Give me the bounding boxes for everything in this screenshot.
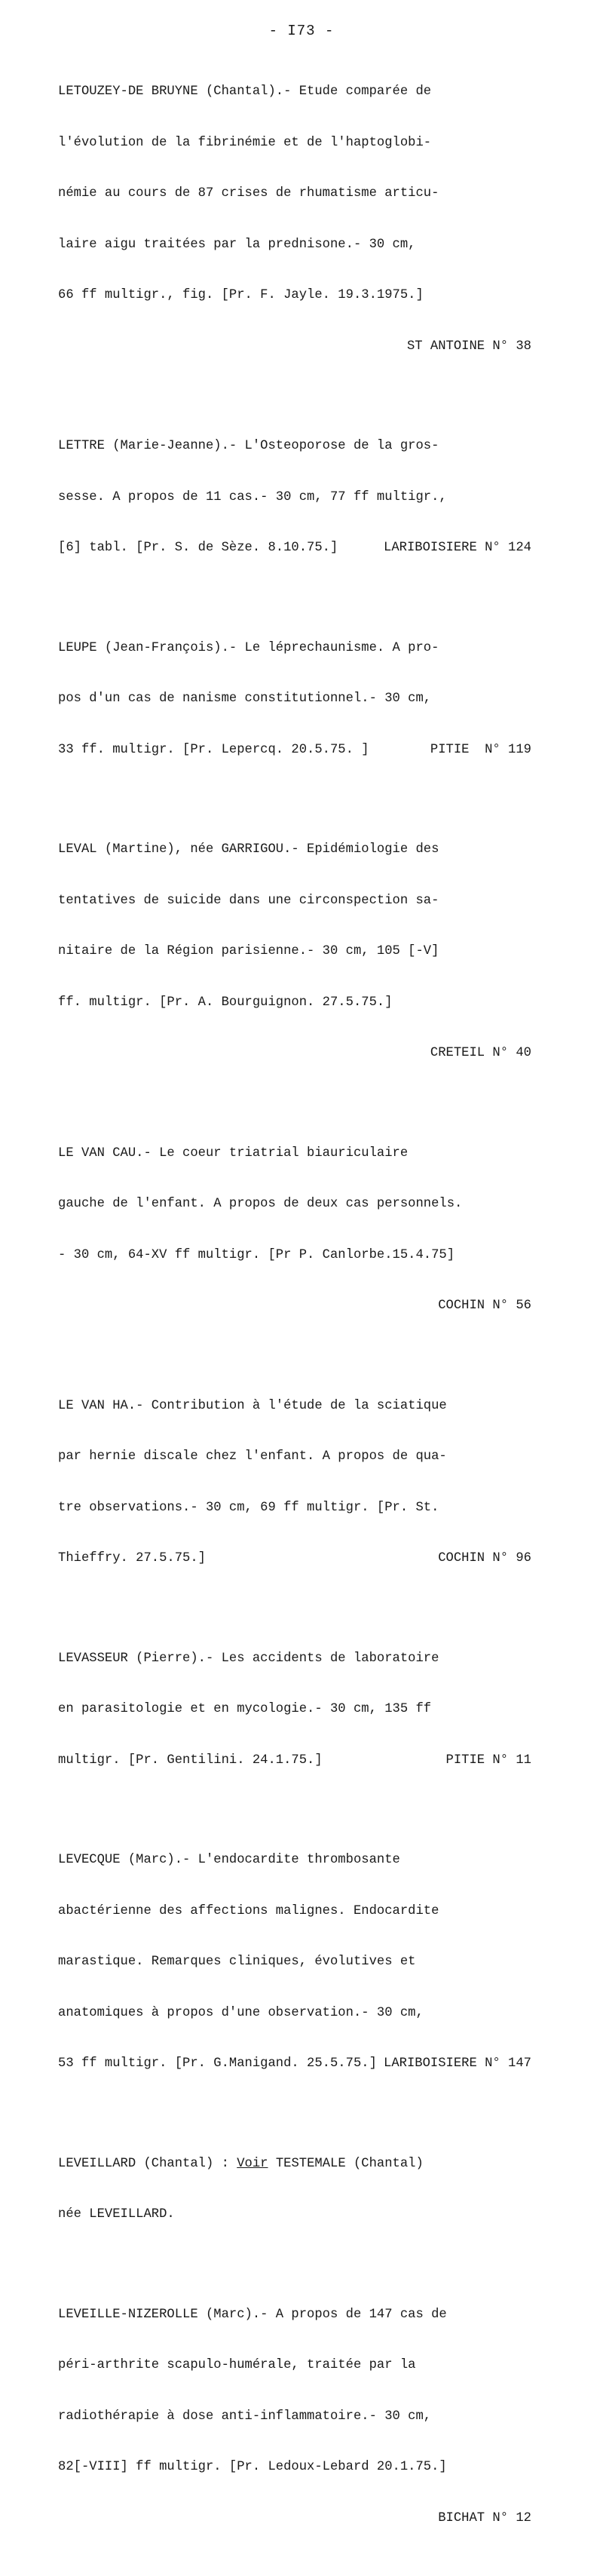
entry-text-line: née LEVEILLARD. (58, 2207, 175, 2222)
hospital-reference: PITIE N° 11 (445, 1753, 531, 1768)
entry-text-line (58, 2156, 540, 2173)
entry-text-line: némie au cours de 87 crises de rhumatisme articu- (58, 186, 439, 201)
hospital-reference: COCHIN N° 56 (438, 1299, 531, 1313)
entry-text-line: LEVEILLE-NIZEROLLE (Marc).- A propos de 147 cas de (58, 2307, 447, 2322)
catalog-entry (58, 404, 540, 591)
hospital-reference: ST ANTOINE N° 38 (406, 339, 531, 354)
cross-ref-lead: LEVEILLARD (Chantal) : (58, 2156, 237, 2171)
entry-text-line: 33 ff. multigr. [Pr. Lepercq. 20.5.75. ] (58, 742, 369, 757)
entry-text-line: - 30 cm, 64-XV ff multigr. [Pr P. Canlorbe.15.4.75] (58, 1247, 455, 1262)
entry-text-line: LEVAL (Martine), née GARRIGOU.- Epidémiologie des (58, 842, 439, 857)
catalog-entry (58, 808, 540, 1096)
cross-reference-entry (58, 2122, 540, 2258)
page-number: - I73 - (268, 23, 335, 39)
entry-text-line: LE VAN CAU.- Le coeur triatrial biauriculaire (58, 1145, 409, 1161)
entry-text-line: l'évolution de la fibrinémie et de l'haptoglobi- (58, 135, 432, 150)
entry-text-line: abactérienne des affections malignes. Endocardite (58, 1903, 439, 1918)
entry-text-line: tre observations.- 30 cm, 69 ff multigr. [Pr. St. (58, 1500, 439, 1515)
catalog-entry (58, 1818, 540, 2107)
entry-text-line: sesse. A propos de 11 cas.- 30 cm, 77 ff multigr., (58, 489, 447, 504)
entry-text-line: LE VAN HA.- Contribution à l'étude de la sciatique (58, 1398, 447, 1413)
hospital-reference: LARIBOISIERE N° 147 (384, 2056, 531, 2071)
entry-text-line: 53 ff multigr. [Pr. G.Manigand. 25.5.75.] (58, 2056, 377, 2071)
hospital-reference: PITIE N° 119 (430, 742, 531, 757)
entry-last-line (58, 2056, 540, 2073)
entry-text-line: LETTRE (Marie-Jeanne).- L'Osteoporose de la gros- (58, 439, 439, 453)
entry-text-line: LEUPE (Jean-François).- Le léprechaunisme. A pro- (58, 640, 439, 655)
catalog-entry (58, 50, 540, 389)
catalog-entry (58, 2273, 540, 2562)
entry-text-line: multigr. [Pr. Gentilini. 24.1.75.] (58, 1753, 323, 1768)
entry-text-line: nitaire de la Région parisienne.- 30 cm, 105 [-V] (58, 944, 439, 958)
entry-text-line: 66 ff multigr., fig. [Pr. F. Jayle. 19.3.1975.] (58, 288, 424, 302)
entry-text-line: 82[-VIII] ff multigr. [Pr. Ledoux-Lebard 20.1.75.] (58, 2460, 447, 2474)
entry-last-line (58, 742, 540, 759)
hospital-reference: BICHAT N° 12 (438, 2510, 531, 2525)
entry-text-line: anatomiques à propos d'une observation.- 30 cm, (58, 2005, 424, 2020)
entry-text-line: en parasitologie et en mycologie.- 30 cm, 135 ff (58, 1702, 432, 1716)
entry-text-line: pos d'un cas de nanisme constitutionnel.- 30 cm, (58, 692, 432, 706)
entry-text-line: LEVASSEUR (Pierre).- Les accidents de laboratoire (58, 1651, 439, 1666)
hospital-reference: COCHIN N° 96 (438, 1551, 531, 1566)
catalog-entry (58, 1364, 540, 1602)
entry-text-line: par hernie discale chez l'enfant. A propos de qua- (58, 1449, 447, 1464)
entry-text-line: Thieffry. 27.5.75.] (58, 1551, 206, 1566)
entry-last-line (58, 540, 540, 557)
entry-text-line: marastique. Remarques cliniques, évolutives et (58, 1955, 416, 1969)
catalog-entry (58, 1112, 540, 1349)
entry-text-line: ff. multigr. [Pr. A. Bourguignon. 27.5.75.] (58, 995, 393, 1010)
entry-text-line: LETOUZEY-DE BRUYNE (Chantal).- Etude comparée de (58, 84, 432, 99)
entry-text-line: gauche de l'enfant. A propos de deux cas personnels. (58, 1197, 463, 1211)
entry-last-line (58, 1550, 540, 1568)
catalog-entry (58, 1617, 540, 1804)
entry-text-line: péri-arthrite scapulo-humérale, traitée par la (58, 2358, 416, 2372)
hospital-reference: CRETEIL N° 40 (430, 1046, 531, 1060)
entry-text-line: tentatives de suicide dans une circonspection sa- (58, 893, 439, 908)
catalog-entry (58, 606, 540, 793)
entry-list (58, 50, 540, 2576)
voir-link-text: Voir (237, 2156, 268, 2171)
entry-text-line: laire aigu traitées par la prednisone.- 30 cm, (58, 237, 416, 252)
cross-ref-target: TESTEMALE (Chantal) (268, 2156, 424, 2171)
entry-last-line (58, 1753, 540, 1770)
entry-text-line: radiothérapie à dose anti-inflammatoire.- 30 cm, (58, 2409, 432, 2424)
hospital-reference: LARIBOISIERE N° 124 (384, 541, 531, 555)
entry-text-line: [6] tabl. [Pr. S. de Sèze. 8.10.75.] (58, 541, 338, 555)
entry-text-line: LEVECQUE (Marc).- L'endocardite thrombosante (58, 1853, 400, 1867)
